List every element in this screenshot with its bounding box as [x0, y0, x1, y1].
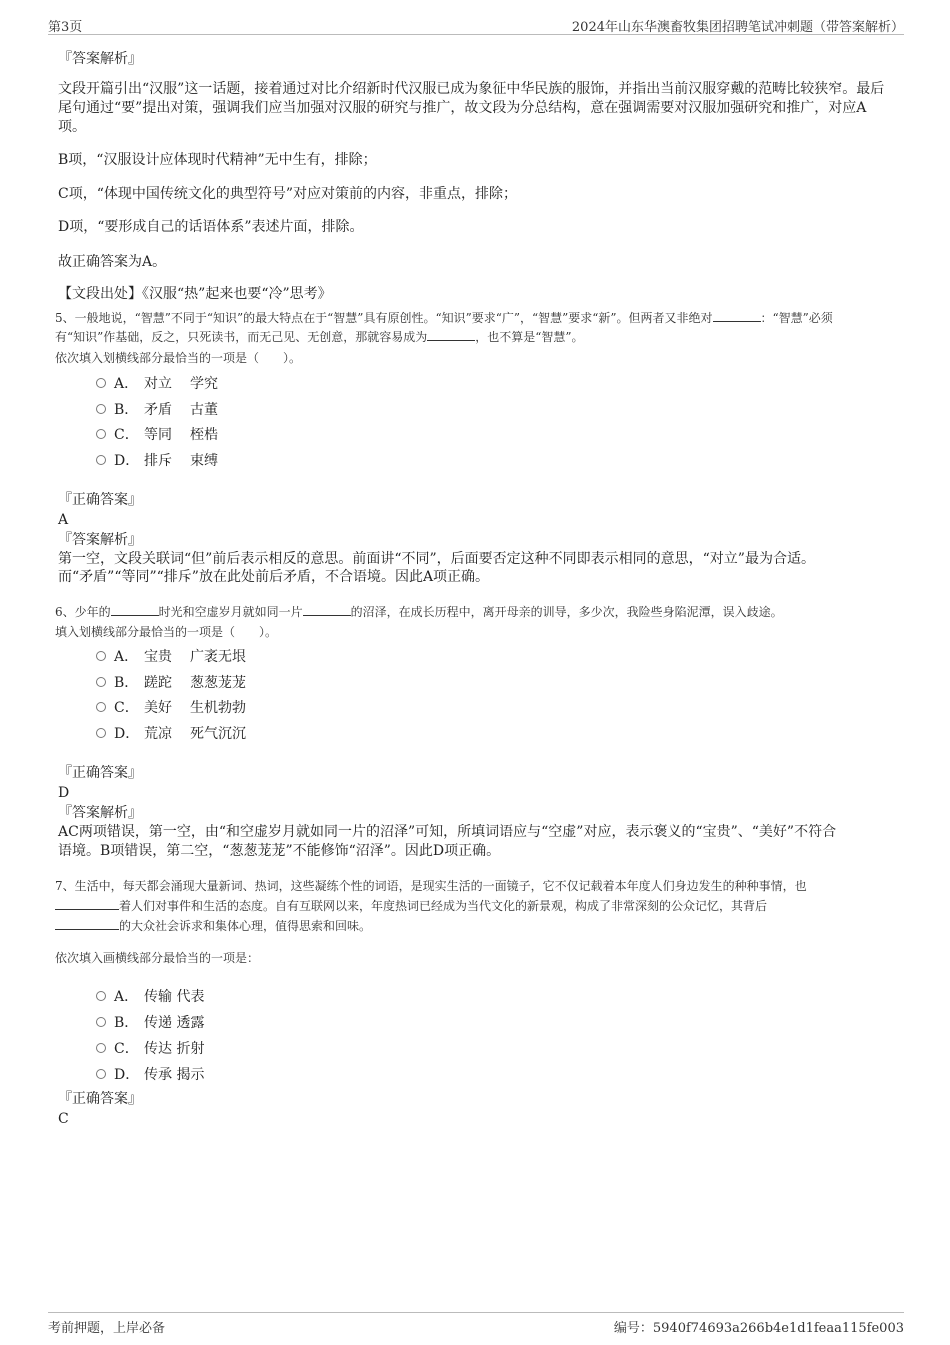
q6-answer-label: 『正确答案』: [58, 765, 142, 781]
blank-1[interactable]: [111, 603, 159, 616]
q6-option-a[interactable]: A． 宝贵 广袤无垠: [96, 646, 246, 666]
q7-answer: C: [58, 1111, 69, 1127]
radio-icon[interactable]: [96, 1069, 106, 1079]
radio-icon[interactable]: [96, 429, 106, 439]
page-number: 第3页: [48, 20, 83, 35]
radio-icon[interactable]: [96, 404, 106, 414]
q7-option-b[interactable]: B． 传递 透露: [96, 1012, 204, 1032]
radio-icon[interactable]: [96, 651, 106, 661]
q7-instruction: 依次填入画横线部分最恰当的一项是：: [55, 951, 260, 965]
q7-option-a[interactable]: A． 传输 代表: [96, 986, 204, 1006]
q5-option-a[interactable]: A． 对立 学究: [96, 373, 218, 393]
radio-icon[interactable]: [96, 378, 106, 388]
q6-option-b[interactable]: B． 蹉跎 葱葱茏茏: [96, 672, 246, 692]
q6-instruction: 填入划横线部分最恰当的一项是（ ）。: [55, 625, 278, 639]
q5-analysis-line-1: 第一空，文段关联词“但”前后表示相反的意思。前面讲“不同”，后面要否定这种不同即表示相同的意思，“对立”最为合适。: [58, 551, 815, 567]
radio-icon[interactable]: [96, 677, 106, 687]
q5-instruction: 依次填入划横线部分最恰当的一项是（ ）。: [55, 351, 302, 365]
radio-icon[interactable]: [96, 455, 106, 465]
q7-answer-label: 『正确答案』: [58, 1091, 142, 1107]
radio-icon[interactable]: [96, 991, 106, 1001]
blank-2[interactable]: [55, 917, 119, 930]
q6-analysis-label: 『答案解析』: [58, 805, 142, 821]
radio-icon[interactable]: [96, 1043, 106, 1053]
page-header: [48, 12, 904, 35]
q5-answer: A: [58, 512, 69, 528]
document-code: 编号：5940f74693a266b4e1d1feaa115fe003: [613, 1321, 904, 1336]
q4-analysis-paragraph: 文段开篇引出“汉服”这一话题，接着通过对比介绍新时代汉服已成为象征中华民族的服饰，并指出当前汉服穿戴的范畴比较狭窄。最后尾句通过“要”提出对策，强调我们应当加强对汉服的研究与推广，故文段为分总结构，意在强调需要对汉服加强研究和推广，对应A项。: [58, 81, 885, 135]
q7-option-d[interactable]: D． 传承 揭示: [96, 1064, 204, 1084]
q5-analysis-label: 『答案解析』: [58, 532, 142, 548]
footer-slogan: 考前押题，上岸必备: [48, 1321, 166, 1336]
page-footer: [48, 1312, 904, 1335]
q6-option-c[interactable]: C． 美好 生机勃勃: [96, 697, 246, 717]
q6-stem: 6、少年的 时光和空虚岁月就如同一片 的沼泽，在成长历程中，离开母亲的训导，多少次，我险些身陷泥潭，误入歧途。: [55, 605, 783, 619]
radio-icon[interactable]: [96, 702, 106, 712]
radio-icon[interactable]: [96, 1017, 106, 1027]
q6-analysis-line-2: 语境。B项错误，第二空，“葱葱茏茏”不能修饰“沼泽”。因此D项正确。: [58, 843, 501, 859]
q5-answer-label: 『正确答案』: [58, 492, 142, 508]
q5-analysis-line-2: 而“矛盾”“等同”“排斥”放在此处前后矛盾，不合语境。因此A项正确。: [58, 569, 490, 585]
blank-2[interactable]: [427, 328, 475, 341]
q6-option-d[interactable]: D． 荒凉 死气沉沉: [96, 723, 246, 743]
q6-analysis-line-1: AC两项错误，第一空，由“和空虚岁月就如同一片的沼泽”可知，所填词语应与“空虚”对应，表示褒义的“宝贵”、“美好”不符合: [58, 824, 837, 840]
q4-option-c-analysis: C项，“体现中国传统文化的典型符号”对应对策前的内容，非重点，排除；: [58, 186, 518, 202]
q5-option-c[interactable]: C． 等同 桎梏: [96, 424, 218, 444]
document-title: 2024年山东华澳畜牧集团招聘笔试冲刺题（带答案解析）: [571, 20, 904, 35]
blank-1[interactable]: [713, 309, 761, 322]
blank-2[interactable]: [303, 603, 351, 616]
q4-option-d-analysis: D项，“要形成自己的话语体系”表述片面，排除。: [58, 219, 364, 235]
q5-option-d[interactable]: D． 排斥 束缚: [96, 450, 218, 470]
q7-stem: 7、生活中，每天都会涌现大量新词、热词，这些凝练个性的词语，是现实生活的一面镜子，它不仅记载着本年度人们身边发生的种种事情，也 着人们对事件和生活的态度。自有互联网以来，年度热词已经成为当代文化的新景观，构成了非常深刻的公众记忆，其背后 的大众社会诉求和集体心理，值得思索和回味。: [55, 879, 807, 933]
q4-conclusion: 故正确答案为A。: [58, 254, 167, 270]
q5-stem: 5、一般地说，“智慧”不同于“知识”的最大特点在于“智慧”具有原创性。“知识”要求“广”，“智慧”要求“新”。但两者又非绝对 ：“智慧”必须 有“知识”作基础，反之，只死读书，而无己见、无创意，那就容易成为 ，也不算是“智慧”。: [55, 311, 833, 344]
q4-analysis-label: 『答案解析』: [58, 51, 142, 67]
blank-1[interactable]: [55, 897, 119, 910]
q4-source: 【文段出处】《汉服“热”起来也要“冷”思考》: [58, 286, 332, 302]
radio-icon[interactable]: [96, 728, 106, 738]
q4-option-b-analysis: B项，“汉服设计应体现时代精神”无中生有，排除；: [58, 152, 377, 168]
q5-option-b[interactable]: B． 矛盾 古董: [96, 399, 218, 419]
q7-option-c[interactable]: C． 传达 折射: [96, 1038, 204, 1058]
q6-answer: D: [58, 785, 70, 801]
